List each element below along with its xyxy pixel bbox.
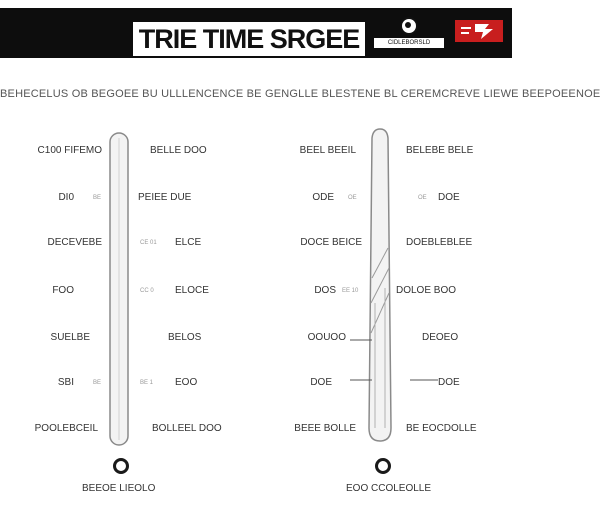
red-flag-badge-icon [455,20,503,42]
left-scale-left-label: SBI [57,377,74,388]
left-scale-right-label: ELOCE [175,285,209,296]
left-scale-left-label: C100 FIFEMO [37,145,102,156]
logo-tagline: CIDLEBORSLD [374,38,444,48]
right-scale-connectors [350,330,450,390]
right-scale-tick: OE [418,195,427,201]
left-scale-left-label: DI0 [58,192,74,203]
left-scale-tick: BE [93,380,102,386]
left-scale-ring-icon [113,458,129,474]
left-scale-right-label: EOO [175,377,198,388]
right-scale-tick: OE [348,195,357,201]
left-scale-right-label: PEIEE DUE [138,192,192,203]
left-scale-tick: BE 1 [140,380,154,386]
left-scale-left-label: POOLEBCEIL [34,423,98,434]
left-scale-left-label: SUELBE [50,332,90,343]
page-title: TRIE TIME SRGEE [138,23,360,54]
right-scale-left-label: DOS [314,285,336,296]
right-scale-left-label: OOUOO [307,332,346,343]
right-scale-left-label: DOE [310,377,332,388]
right-scale-left-label: BEEL BEEIL [299,145,356,156]
left-scale-right-label: ELCE [175,237,202,248]
right-scale-left-label: ODE [312,192,334,203]
right-scale-right-label: DOE [438,192,460,203]
right-scale-bar [367,128,393,442]
right-scale-right-label: DEOEO [422,332,459,343]
left-scale-right-label: BELLE DOO [150,145,207,156]
logo-dot [405,22,411,28]
left-scale-right-label: BOLLEEL DOO [152,423,222,434]
left-scale-right-label: BELOS [168,332,202,343]
left-scale-bar [108,132,130,446]
right-scale-right-label: BELEBE BELE [406,145,474,156]
left-scale-left-label: DECEVEBE [47,237,102,248]
left-scale-tick: CC 0 [140,288,154,294]
right-scale-left-label: DOCE BEICE [300,237,362,248]
right-scale-right-label: DOE [438,377,460,388]
left-scale-tick: CE 01 [140,240,157,246]
right-scale-tick: EE 10 [342,288,359,294]
right-scale-left-label: BEEE BOLLE [294,423,356,434]
flag-glyph [455,20,503,42]
title-box [133,22,365,56]
header-banner [0,8,512,58]
right-scale-caption: EOO CCOLEOLLE [346,483,432,494]
right-scale-right-label: DOLOE BOO [396,285,457,296]
right-scale-ring-icon [375,458,391,474]
left-scale-tick: BE [93,195,102,201]
left-scale-caption: BEEOE LIEOLO [82,483,156,494]
diagram-subtitle: BEHECELUS OB BEGOEE BU ULLLENCENCE BE GENGLLE BLESTENE BL CEREMCREVE LIEWE BEEPOEENOE [0,88,600,100]
right-scale-right-label: DOEBLEBLEE [406,237,473,248]
left-scale-left-label: FOO [52,285,74,296]
right-scale-right-label: BE EOCDOLLE [406,423,477,434]
